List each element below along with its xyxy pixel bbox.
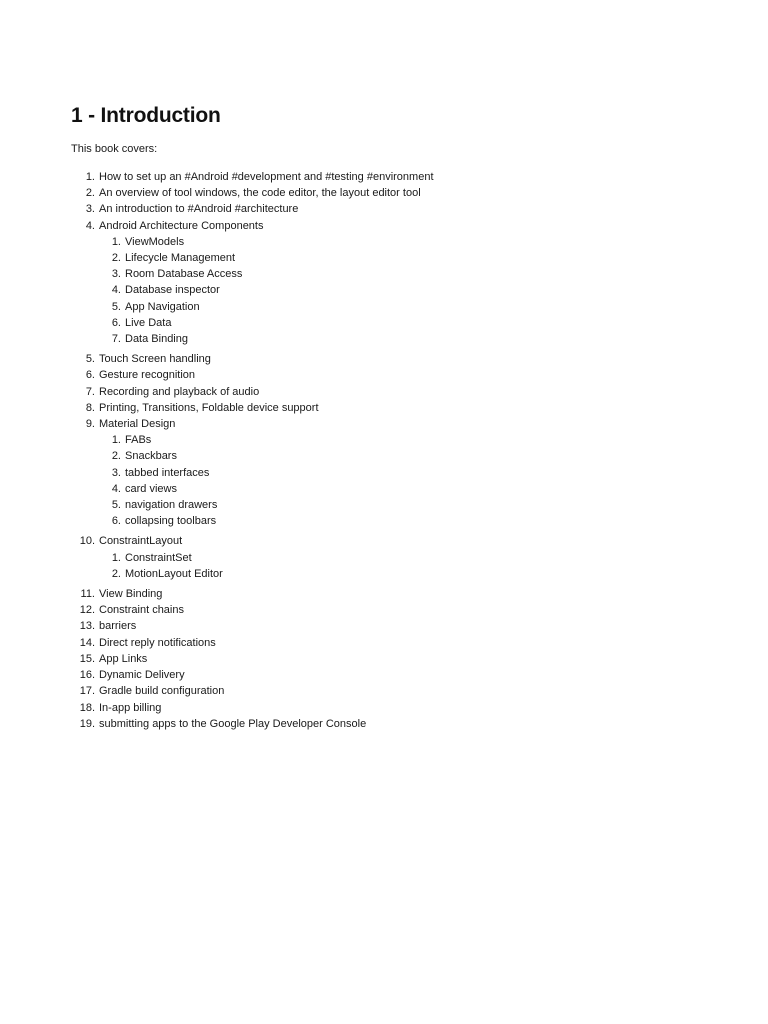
- sub-list-item: [99, 497, 700, 513]
- list-item-number: 18.: [79, 701, 95, 714]
- list-item-text: In-app billing: [99, 701, 162, 714]
- sub-list: [99, 550, 700, 582]
- sub-item-text: FABs: [125, 434, 152, 447]
- sub-item-number: 3.: [111, 466, 121, 479]
- list-item-number: 16.: [79, 669, 95, 682]
- list-item-text: Direct reply notifications: [99, 636, 216, 649]
- list-item-text: Android Architecture Components: [99, 219, 264, 232]
- list-item-number: 19.: [79, 717, 95, 730]
- sub-item-number: 7.: [111, 333, 121, 346]
- sub-item-number: 2.: [111, 252, 121, 265]
- list-item-text: Touch Screen handling: [99, 353, 211, 366]
- sub-item-number: 2.: [111, 567, 121, 580]
- list-item-number: 8.: [85, 401, 95, 414]
- list-item-text: barriers: [99, 620, 137, 633]
- list-item-text: App Links: [99, 652, 148, 665]
- list-item-text: View Binding: [99, 588, 163, 601]
- list-item: [0, 367, 700, 383]
- sub-item-text: Snackbars: [125, 450, 177, 463]
- list-item: [0, 351, 700, 367]
- sub-list-item: [99, 266, 700, 282]
- sub-item-text: Live Data: [125, 316, 172, 329]
- list-item-text: Recording and playback of audio: [99, 385, 260, 398]
- list-item-text: How to set up an #Android #development and #testing #environment: [99, 171, 434, 183]
- list-item: [0, 618, 700, 634]
- list-item-number: 5.: [85, 353, 95, 366]
- list-item-text: Printing, Transitions, Foldable device support: [99, 401, 319, 414]
- list-item-text: ConstraintLayout: [99, 535, 183, 548]
- list-item-text: Gesture recognition: [99, 369, 195, 382]
- list-item-number: 4.: [85, 219, 95, 232]
- page-title: 1 - Introduction: [71, 104, 221, 127]
- sub-item-text: tabbed interfaces: [125, 466, 210, 479]
- list-item: [0, 700, 700, 716]
- sub-item-number: 5.: [111, 499, 121, 512]
- list-item-text: Dynamic Delivery: [99, 669, 185, 682]
- sub-list-item: [99, 513, 700, 529]
- sub-list-item: [99, 331, 700, 347]
- sub-item-text: Database inspector: [125, 284, 220, 297]
- sub-item-text: Lifecycle Management: [125, 252, 236, 265]
- intro-text: This book covers:: [71, 143, 158, 155]
- sub-list-item: [99, 282, 700, 298]
- list-item-text: An overview of tool windows, the code editor, the layout editor tool: [99, 187, 421, 200]
- sub-list-item: [99, 566, 700, 582]
- sub-list-item: [99, 299, 700, 315]
- list-item-number: 13.: [79, 620, 95, 633]
- sub-item-text: App Navigation: [125, 300, 200, 313]
- sub-item-number: 1.: [111, 235, 121, 248]
- list-item: [0, 384, 700, 400]
- list-item: [0, 683, 700, 699]
- list-item-text: Constraint chains: [99, 604, 184, 617]
- sub-list-item: [99, 465, 700, 481]
- list-item: [0, 586, 700, 602]
- sub-item-text: Data Binding: [125, 333, 188, 346]
- list-item-text: An introduction to #Android #architecture: [99, 203, 299, 216]
- list-item-number: 6.: [85, 369, 95, 382]
- list-item-number: 3.: [85, 203, 95, 216]
- sub-item-number: 4.: [111, 284, 121, 297]
- sub-item-text: collapsing toolbars: [125, 515, 217, 528]
- sub-list-item: [99, 234, 700, 250]
- sub-item-text: ViewModels: [125, 235, 185, 248]
- list-item: [0, 533, 700, 582]
- list-item-number: 11.: [80, 588, 95, 601]
- list-item-number: 1.: [85, 171, 95, 183]
- list-item: [0, 169, 700, 185]
- sub-list-item: [99, 315, 700, 331]
- list-item: [0, 667, 700, 683]
- sub-item-number: 5.: [111, 300, 121, 313]
- sub-item-text: card views: [125, 482, 177, 495]
- sub-item-number: 1.: [111, 551, 121, 564]
- list-item: [0, 400, 700, 416]
- sub-item-text: Room Database Access: [125, 268, 243, 281]
- sub-item-number: 4.: [111, 482, 121, 495]
- sub-item-text: MotionLayout Editor: [125, 567, 223, 580]
- sub-item-number: 2.: [111, 450, 121, 463]
- topic-list: [0, 169, 700, 732]
- list-item-number: 9.: [85, 418, 95, 431]
- list-item-number: 15.: [79, 652, 95, 665]
- sub-list-item: [99, 550, 700, 566]
- list-item-number: 10.: [79, 535, 95, 548]
- sub-list: [99, 234, 700, 347]
- list-item-number: 17.: [79, 685, 95, 698]
- sub-list: [99, 432, 700, 529]
- list-item: [0, 218, 700, 348]
- sub-list-item: [99, 448, 700, 464]
- sub-item-text: ConstraintSet: [125, 551, 192, 564]
- sub-list-item: [99, 250, 700, 266]
- sub-list-item: [99, 432, 700, 448]
- list-item-number: 7.: [85, 385, 95, 398]
- list-item-text: Material Design: [99, 418, 176, 431]
- sub-item-text: navigation drawers: [125, 499, 218, 512]
- sub-item-number: 3.: [111, 268, 121, 281]
- list-item: [0, 716, 700, 732]
- list-item: [0, 201, 700, 217]
- sub-list-item: [99, 481, 700, 497]
- list-item: [0, 185, 700, 201]
- sub-item-number: 6.: [111, 316, 121, 329]
- list-item: [0, 635, 700, 651]
- list-item-text: submitting apps to the Google Play Developer Console: [99, 717, 367, 730]
- list-item-number: 12.: [79, 604, 95, 617]
- list-item: [0, 602, 700, 618]
- list-item: [0, 416, 700, 529]
- sub-item-number: 6.: [111, 515, 121, 528]
- list-item-text: Gradle build configuration: [99, 685, 225, 698]
- sub-item-number: 1.: [111, 434, 121, 447]
- list-item-number: 14.: [79, 636, 95, 649]
- list-item: [0, 651, 700, 667]
- list-item-number: 2.: [85, 187, 95, 200]
